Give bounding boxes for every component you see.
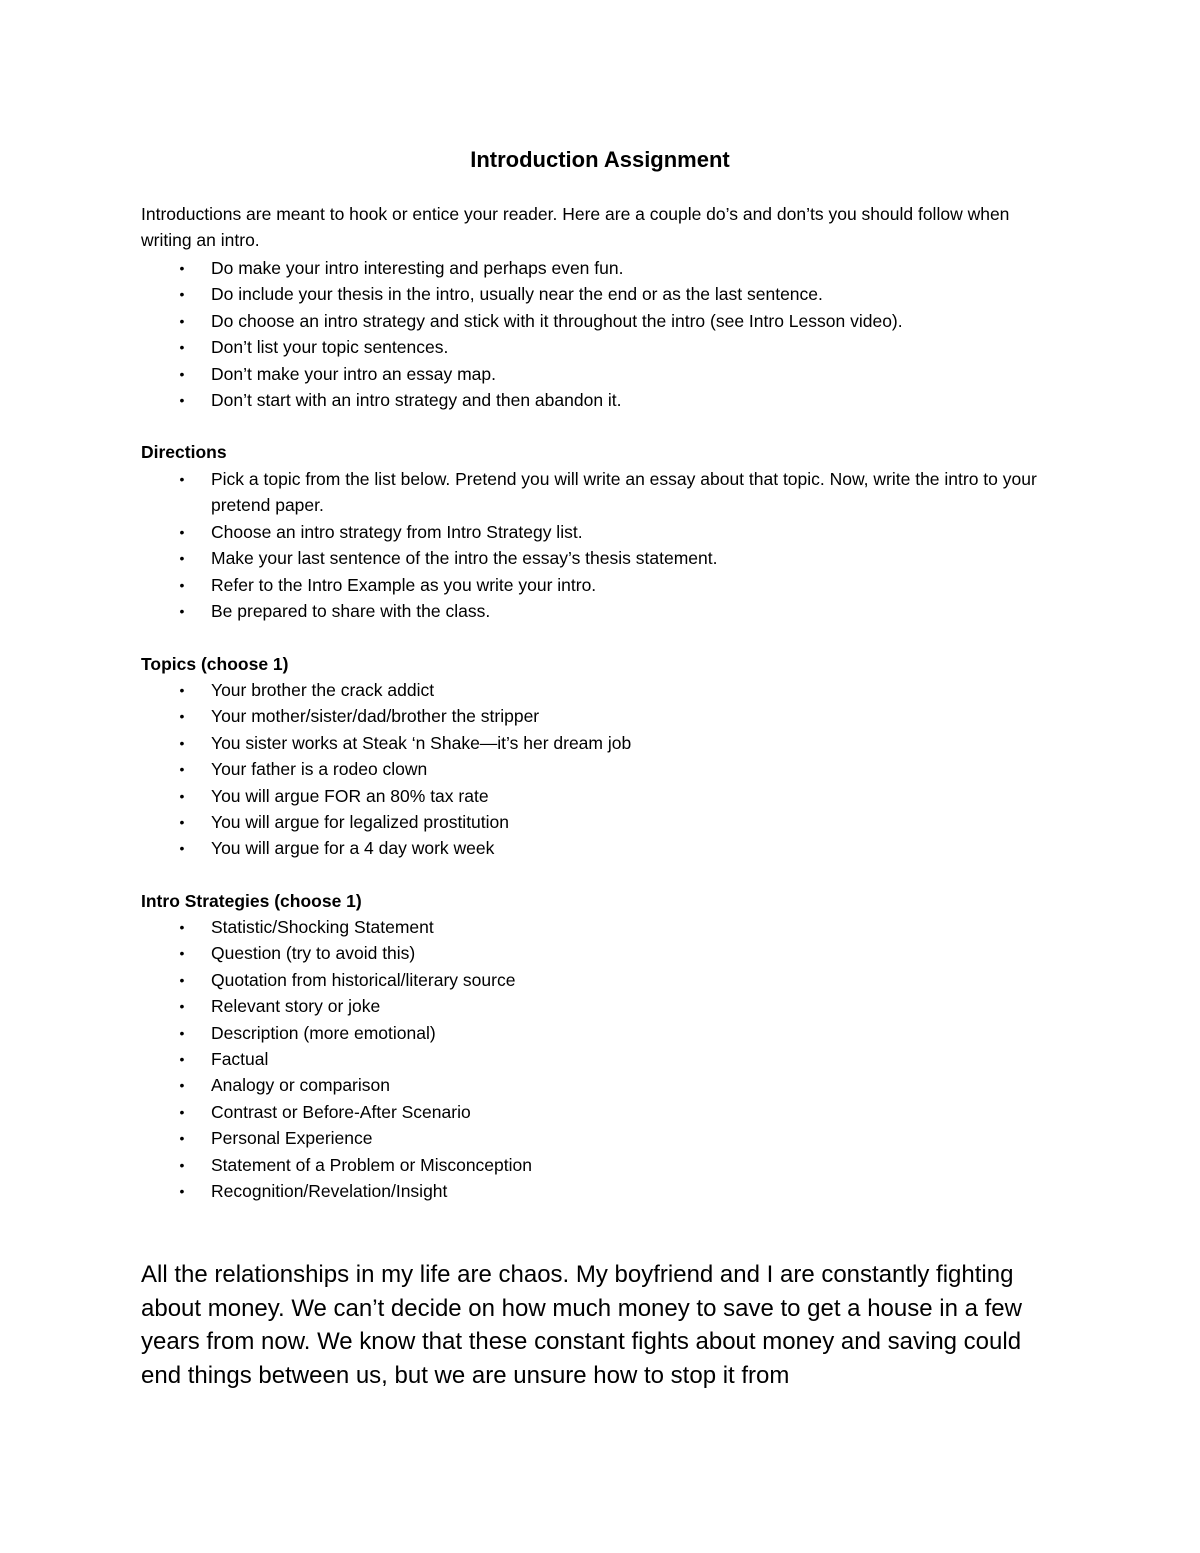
intro-paragraph: Introductions are meant to hook or entice your reader. Here are a couple do’s and don’ts you should follow when writing an intro. <box>141 204 1010 251</box>
bullet-icon: • <box>179 286 185 303</box>
directions-list <box>141 466 1061 624</box>
strategy-item <box>141 1125 1061 1151</box>
bullet-icon: • <box>179 576 185 593</box>
strategy-item-text: Factual <box>211 1049 269 1070</box>
bullet-icon: • <box>179 392 185 409</box>
bullet-icon: • <box>179 1024 185 1041</box>
strategy-item-text: Recognition/Revelation/Insight <box>211 1181 448 1202</box>
topic-item <box>141 677 1061 703</box>
strategy-item <box>141 940 1061 966</box>
essay-draft-text: All the relationships in my life are chaos. My boyfriend and I are constantly fighting about money. We can’t decide on how much money to save to get a house in a few years from now. We know that these constant fights about money and saving could end things between us, but we are unsure how to stop it from <box>141 1261 1022 1389</box>
bullet-icon: • <box>179 603 185 620</box>
topic-item <box>141 809 1061 835</box>
guideline-item-text: Don’t start with an intro strategy and then abandon it. <box>211 390 622 411</box>
guideline-item <box>141 361 1061 387</box>
direction-item <box>141 519 1061 545</box>
strategies-heading: Intro Strategies (choose 1) <box>141 891 362 911</box>
topic-item-text: You sister works at Steak ‘n Shake—it’s her dream job <box>211 732 632 753</box>
strategy-item-text: Personal Experience <box>211 1128 373 1149</box>
topic-item <box>141 703 1061 729</box>
bullet-icon: • <box>179 1156 185 1173</box>
strategy-item-text: Quotation from historical/literary source <box>211 969 516 990</box>
direction-item-text: Make your last sentence of the intro the essay’s thesis statement. <box>211 548 718 569</box>
bullet-icon: • <box>179 998 185 1015</box>
bullet-icon: • <box>179 919 185 935</box>
strategy-item <box>141 967 1061 993</box>
bullet-icon: • <box>179 1130 185 1147</box>
direction-item <box>141 598 1061 624</box>
strategy-item-text: Question (try to avoid this) <box>211 943 416 964</box>
strategy-item <box>141 1072 1061 1098</box>
strategy-item <box>141 1099 1061 1125</box>
strategy-item-text: Relevant story or joke <box>211 996 381 1017</box>
strategy-item-text: Statistic/Shocking Statement <box>211 917 434 937</box>
bullet-icon: • <box>179 682 185 698</box>
guidelines-list <box>141 255 1061 413</box>
direction-item-text: Pick a topic from the list below. Pretend you will write an essay about that topic. Now, write the intro to your pretend paper. <box>211 469 1037 516</box>
guideline-item-text: Do choose an intro strategy and stick with it throughout the intro (see Intro Lesson video). <box>211 310 903 331</box>
topic-item <box>141 835 1061 861</box>
direction-item <box>141 466 1061 519</box>
topic-item-text: Your brother the crack addict <box>211 680 435 700</box>
bullet-icon: • <box>179 550 185 567</box>
bullet-icon: • <box>179 365 185 382</box>
bullet-icon: • <box>179 471 185 487</box>
guideline-item-text: Don’t list your topic sentences. <box>211 337 449 358</box>
bullet-icon: • <box>179 945 185 962</box>
bullet-icon: • <box>179 840 185 857</box>
bullet-icon: • <box>179 339 185 356</box>
direction-item <box>141 572 1061 598</box>
strategy-item <box>141 1020 1061 1046</box>
bullet-icon: • <box>179 814 185 831</box>
guideline-item-text: Don’t make your intro an essay map. <box>211 363 496 384</box>
topic-item <box>141 730 1061 756</box>
strategies-list <box>141 914 1061 1204</box>
bullet-icon: • <box>179 787 185 804</box>
bullet-icon: • <box>179 734 185 751</box>
topic-item <box>141 783 1061 809</box>
direction-item-text: Refer to the Intro Example as you write your intro. <box>211 574 597 595</box>
topics-list <box>141 677 1061 862</box>
bullet-icon: • <box>179 312 185 329</box>
guideline-item <box>141 281 1061 307</box>
strategy-item-text: Description (more emotional) <box>211 1022 436 1043</box>
strategy-item-text: Statement of a Problem or Misconception <box>211 1154 532 1175</box>
strategy-item <box>141 914 1061 940</box>
bullet-icon: • <box>179 1183 185 1200</box>
document-title: Introduction Assignment <box>470 147 730 172</box>
bullet-icon: • <box>179 260 185 276</box>
bullet-icon: • <box>179 1051 185 1068</box>
guideline-item <box>141 387 1061 413</box>
bullet-icon: • <box>179 1077 185 1094</box>
guideline-item <box>141 334 1061 360</box>
guideline-item <box>141 308 1061 334</box>
direction-item <box>141 545 1061 571</box>
topics-heading: Topics (choose 1) <box>141 654 289 674</box>
bullet-icon: • <box>179 523 185 540</box>
strategy-item <box>141 993 1061 1019</box>
bullet-icon: • <box>179 1103 185 1120</box>
bullet-icon: • <box>179 971 185 988</box>
bullet-icon: • <box>179 708 185 725</box>
direction-item-text: Be prepared to share with the class. <box>211 601 491 622</box>
guideline-item <box>141 255 1061 281</box>
guideline-item-text: Do make your intro interesting and perhaps even fun. <box>211 258 624 278</box>
strategy-item <box>141 1046 1061 1072</box>
direction-item-text: Choose an intro strategy from Intro Strategy list. <box>211 521 583 542</box>
guideline-item-text: Do include your thesis in the intro, usually near the end or as the last sentence. <box>211 284 823 305</box>
strategy-item-text: Analogy or comparison <box>211 1075 390 1096</box>
topic-item <box>141 756 1061 782</box>
strategy-item-text: Contrast or Before-After Scenario <box>211 1101 471 1122</box>
topic-item-text: You will argue FOR an 80% tax rate <box>211 785 489 806</box>
bullet-icon: • <box>179 761 185 778</box>
strategy-item <box>141 1152 1061 1178</box>
topic-item-text: Your mother/sister/dad/brother the stripper <box>211 706 540 727</box>
directions-heading: Directions <box>141 442 227 462</box>
topic-item-text: You will argue for legalized prostitution <box>211 812 510 833</box>
strategy-item <box>141 1178 1061 1204</box>
topic-item-text: Your father is a rodeo clown <box>211 759 428 780</box>
topic-item-text: You will argue for a 4 day work week <box>211 838 495 859</box>
